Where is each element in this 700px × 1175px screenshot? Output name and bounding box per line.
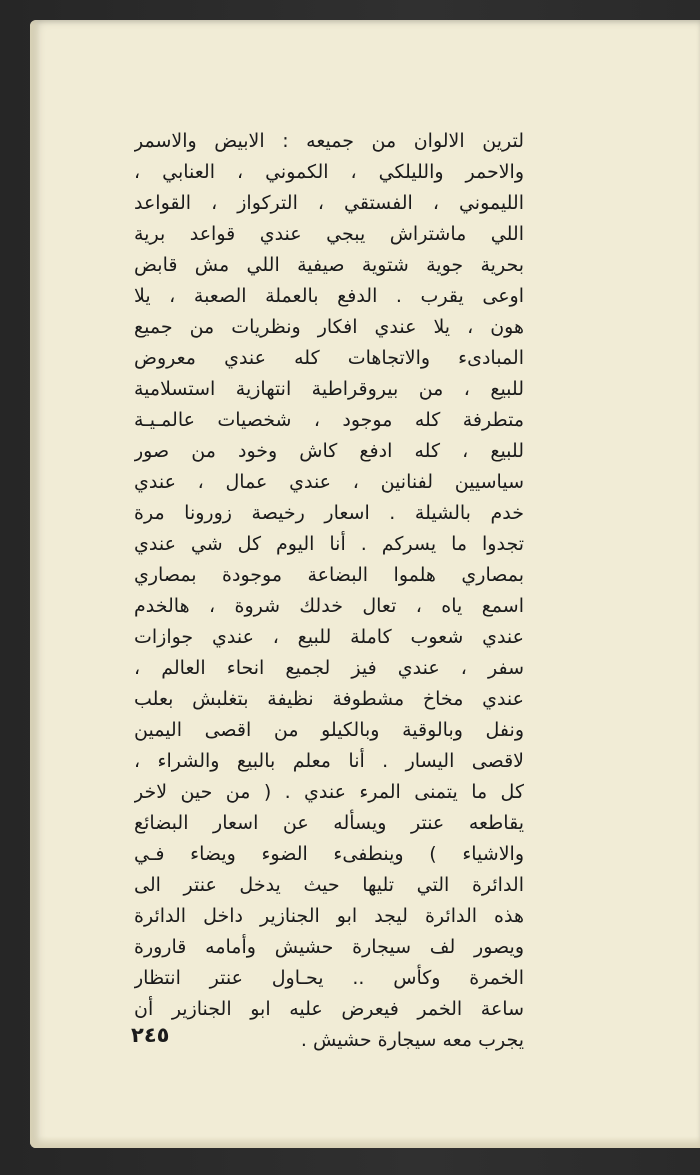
text-line: للبيع ، كله ادفع كاش وخود من صور <box>134 440 524 462</box>
text-line: يجرب معه سيجارة حشيش . <box>300 1029 524 1051</box>
text-line: يقاطعه عنتر ويسأله عن اسعار البضائع <box>134 812 524 834</box>
text-line: اوعى يقرب . الدفع بالعملة الصعبة ، يلا <box>134 285 524 307</box>
page-text <box>134 126 524 1056</box>
text-line: الليموني ، الفستقي ، التركواز ، القواعد <box>134 192 524 214</box>
page-number: ٢٤٥ <box>131 1023 170 1047</box>
text-line: ونفل وبالوقية وبالكيلو من اقصى اليمين <box>134 719 524 741</box>
text-line: بمصاري هلموا البضاعة موجودة بمصاري <box>134 564 524 586</box>
text-line: والاشياء ) وينطفىء الضوء ويضاء فـي <box>134 843 524 865</box>
text-line: متطرفة كله موجود ، شخصيات عالمـيـة <box>134 409 524 431</box>
text-line: الخمرة وكأس .. يحـاول عنتر انتظار <box>134 967 524 989</box>
text-line: اسمع ياه ، تعال خدلك شروة ، هالخدم <box>134 595 524 617</box>
text-line: هذه الدائرة ليجد ابو الجنازير داخل الدائرة <box>134 905 524 927</box>
text-line: والاحمر والليلكي ، الكموني ، العنابي ، <box>134 161 524 183</box>
text-line: خدم بالشيلة . اسعار رخيصة زورونا مرة <box>134 502 524 524</box>
text-line: بحرية جوية شتوية صيفية اللي مش قابض <box>134 254 524 276</box>
text-line: الدائرة التي تليها حيث يدخل عنتر الى <box>134 874 524 896</box>
book-page <box>30 20 700 1148</box>
text-line: هون ، يلا عندي افكار ونظريات من جميع <box>134 316 524 338</box>
text-line: لاقصى اليسار . أنا معلم بالبيع والشراء ، <box>134 750 524 772</box>
text-line: للبيع ، من بيروقراطية انتهازية استسلامية <box>134 378 524 400</box>
text-line: المبادىء والاتجاهات كله عندي معروض <box>134 347 524 369</box>
text-line: ويصور لف سيجارة حشيش وأمامه قارورة <box>134 936 524 958</box>
text-line: عندي شعوب كاملة للبيع ، عندي جوازات <box>134 626 524 648</box>
text-line: ساعة الخمر فيعرض عليه ابو الجنازير أن <box>134 998 524 1020</box>
text-line: سفر ، عندي فيز لجميع انحاء العالم ، <box>134 657 524 679</box>
text-line: اللي ماشتراش يبجي عندي قواعد برية <box>134 223 524 245</box>
text-line: لترين الالوان من جميعه : الابيض والاسمر <box>134 130 524 152</box>
text-line: عندي مخاخ مشطوفة نظيفة بتغلبش بعلب <box>134 688 524 710</box>
text-line: كل ما يتمنى المرء عندي . ( من حين لاخر <box>134 781 524 803</box>
text-line: تجدوا ما يسركم . أنا اليوم كل شي عندي <box>134 533 524 555</box>
text-line: سياسيين لفنانين ، عندي عمال ، عندي <box>134 471 524 493</box>
